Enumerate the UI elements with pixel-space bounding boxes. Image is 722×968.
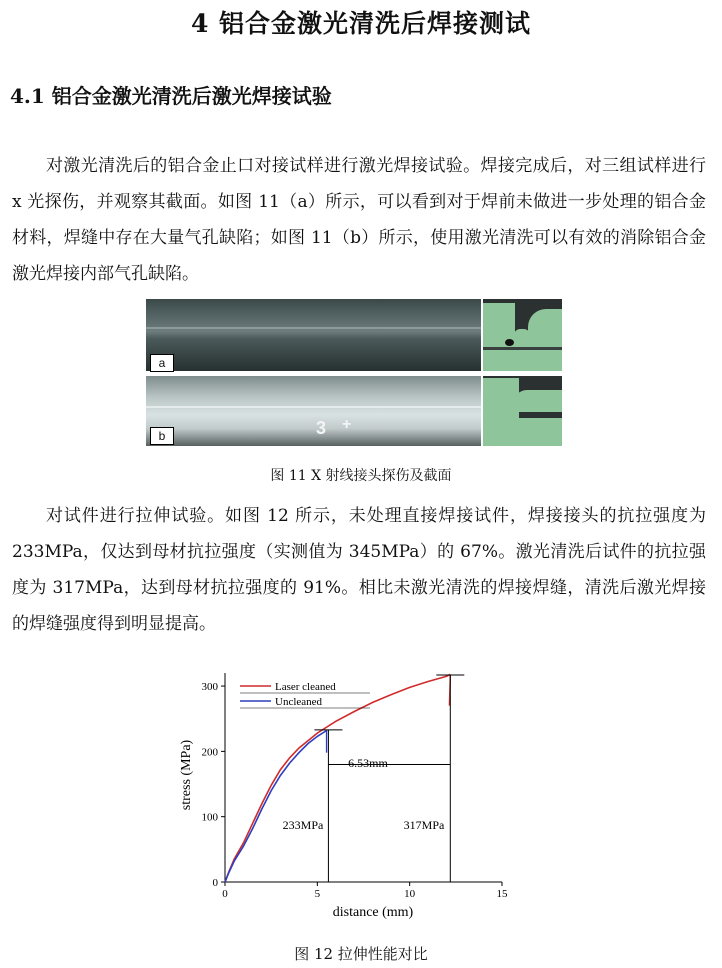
series-line-laser-cleaned <box>225 674 450 882</box>
paragraph-2: 对试件进行拉伸试验。如图 12 所示，未处理直接焊接试件，焊接接头的抗拉强度为 233MPa，仅达到母材抗拉强度（实测值为 345MPa）的 67%。激光清洗后试件的抗拉强度为 317MPa，达到母材抗拉强度的 91%。相比未激光清洗的焊接焊缝，清洗后激光焊接的焊缝强度得到明显提高。 <box>12 506 706 634</box>
legend-label-uncleaned: Uncleaned <box>275 696 323 708</box>
xray-marking-b: + <box>342 416 352 433</box>
x-tick-label: 0 <box>222 888 228 900</box>
x-tick-label: 10 <box>404 888 416 900</box>
cross-section-image-a <box>483 299 562 371</box>
y-tick-label: 300 <box>201 681 218 694</box>
paragraph-1: 对激光清洗后的铝合金止口对接试样进行激光焊接试验。焊接完成后，对三组试样进行 x 光探伤，并观察其截面。如图 11（a）所示，可以看到对于焊前未做进一步处理的铝合金材料，焊缝中存在大量气孔缺陷；如图 11（b）所示，使用激光清洗可以有效的消除铝合金激光焊接内部气孔缺陷。 <box>12 156 706 284</box>
legend-label-laser-cleaned: Laser cleaned <box>275 681 336 693</box>
page-title: 4 铝合金激光清洗后焊接测试 <box>190 9 532 38</box>
y-axis-label: stress (MPa) <box>179 739 194 811</box>
figure-label-b: b <box>150 427 174 445</box>
figure-11-caption: 图 11 X 射线接头探伤及截面 <box>270 468 452 484</box>
x-axis-label: distance (mm) <box>332 905 414 920</box>
y-tick-label: 0 <box>212 877 218 889</box>
annotation-233mpa: 233MPa <box>282 818 324 832</box>
x-tick-label: 15 <box>496 888 508 900</box>
xray-marking-3: 3 <box>316 418 327 438</box>
cross-section-image-b <box>483 376 562 446</box>
section-heading: 4.1 铝合金激光清洗后激光焊接试验 <box>10 84 332 108</box>
figure-label-a: a <box>150 354 174 372</box>
figure-12-caption: 图 12 拉伸性能对比 <box>294 945 428 963</box>
x-tick-label: 5 <box>314 888 321 900</box>
annotation-distance: 6.53mm <box>348 756 388 770</box>
y-tick-label: 100 <box>201 811 218 824</box>
y-tick-label: 200 <box>201 746 218 759</box>
series-line-uncleaned <box>225 731 327 883</box>
tensile-chart <box>170 665 530 930</box>
xray-image-a <box>146 299 481 371</box>
xray-image-b <box>146 376 481 446</box>
annotation-317mpa: 317MPa <box>403 818 445 832</box>
